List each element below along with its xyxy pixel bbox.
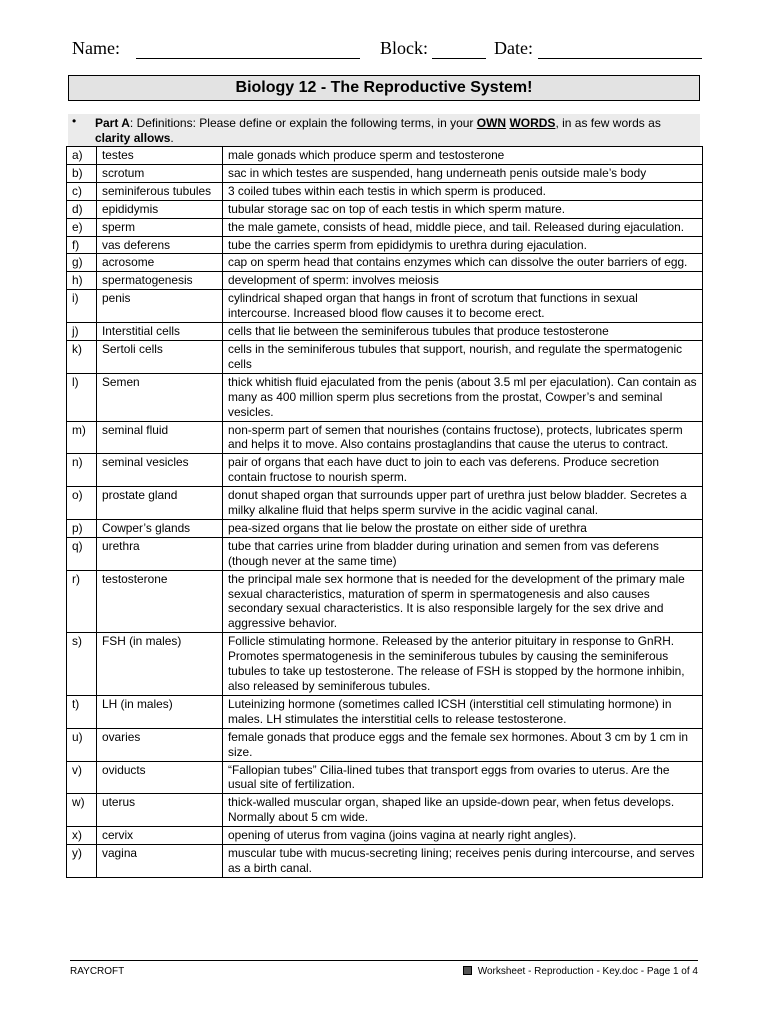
definition-row [67, 633, 703, 696]
row-letter: h) [67, 272, 97, 290]
definition-cell: male gonads which produce sperm and testosterone [223, 147, 703, 165]
definition-cell: cylindrical shaped organ that hangs in front of scrotum that functions in sexual intercourse. Increased blood flow causes it to become erect. [223, 290, 703, 323]
term-cell: spermatogenesis [97, 272, 223, 290]
definition-row [67, 519, 703, 537]
name-blank-line [136, 58, 360, 59]
definition-row [67, 761, 703, 794]
definition-row [67, 827, 703, 845]
term-cell: testes [97, 147, 223, 165]
definition-row [67, 290, 703, 323]
term-cell: Sertoli cells [97, 340, 223, 373]
term-cell: seminal fluid [97, 421, 223, 454]
definition-cell: the principal male sex hormone that is needed for the development of the primary male sexual characteristics, maturation of sperm in spermatogenesis and also causes secondary sexual characteristics. It is also responsible largely for the sex drive and aggressive behavior. [223, 570, 703, 633]
definition-cell: pea-sized organs that lie below the prostate on either side of urethra [223, 519, 703, 537]
term-cell: oviducts [97, 761, 223, 794]
words-emphasis: WORDS [509, 116, 556, 130]
definition-row [67, 570, 703, 633]
instructions-period: . [170, 131, 174, 145]
row-letter: v) [67, 761, 97, 794]
row-letter: x) [67, 827, 97, 845]
definition-cell: pair of organs that each have duct to join to each vas deferens. Produce secretion contain fructose to nourish sperm. [223, 454, 703, 487]
definition-cell: Luteinizing hormone (sometimes called ICSH (interstitial cell stimulating hormone) in males. LH stimulates the interstitial cells to release testosterone. [223, 695, 703, 728]
definition-cell: Follicle stimulating hormone. Released by the anterior pituitary in response to GnRH. Promotes spermatogenesis in the seminiferous tubules by causing the seminiferous tubules to take up testosterone. The release of FSH is stopped by the hormone inhibin, also released by seminiferous tubules. [223, 633, 703, 696]
part-a-instructions [68, 114, 700, 146]
instructions-text [95, 116, 697, 146]
definition-cell: female gonads that produce eggs and the female sex hormones. About 3 cm by 1 cm in size. [223, 728, 703, 761]
definition-cell: sac in which testes are suspended, hang underneath penis outside male’s body [223, 164, 703, 182]
definition-cell: tubular storage sac on top of each testis in which sperm mature. [223, 200, 703, 218]
definition-row [67, 537, 703, 570]
definition-row [67, 218, 703, 236]
row-letter: b) [67, 164, 97, 182]
row-letter: k) [67, 340, 97, 373]
term-cell: prostate gland [97, 487, 223, 520]
definitions-table [66, 146, 703, 878]
row-letter: t) [67, 695, 97, 728]
page-footer [70, 960, 698, 981]
definition-row [67, 454, 703, 487]
clarity-emphasis: clarity allows [95, 131, 171, 145]
row-letter: j) [67, 323, 97, 341]
definition-row [67, 147, 703, 165]
instructions-text-1: : Definitions: Please define or explain the following terms, in your [129, 116, 477, 130]
term-cell: Cowper’s glands [97, 519, 223, 537]
term-cell: cervix [97, 827, 223, 845]
definition-cell: tube that carries urine from bladder during urination and semen from vas deferens (though never at the same time) [223, 537, 703, 570]
definition-row [67, 340, 703, 373]
term-cell: scrotum [97, 164, 223, 182]
name-label: Name: [72, 38, 120, 58]
definition-row [67, 236, 703, 254]
term-cell: seminiferous tubules [97, 182, 223, 200]
definition-row [67, 254, 703, 272]
footer-document-info [463, 966, 698, 977]
term-cell: Interstitial cells [97, 323, 223, 341]
term-cell: seminal vesicles [97, 454, 223, 487]
definition-row [67, 487, 703, 520]
term-cell: urethra [97, 537, 223, 570]
row-letter: l) [67, 373, 97, 421]
row-letter: f) [67, 236, 97, 254]
row-letter: d) [67, 200, 97, 218]
definition-cell: donut shaped organ that surrounds upper part of urethra just below bladder. Secretes a milky alkaline fluid that helps sperm survive in the acidic vaginal canal. [223, 487, 703, 520]
block-blank-line [432, 58, 486, 59]
definition-cell: non-sperm part of semen that nourishes (contains fructose), protects, lubricates sperm and helps it to move. Also contains prostaglandins that cause the uterus to contract. [223, 421, 703, 454]
row-letter: n) [67, 454, 97, 487]
instructions-text-2: , in as few words as [555, 116, 661, 130]
definition-row [67, 728, 703, 761]
date-label: Date: [494, 38, 533, 58]
document-icon [463, 966, 472, 975]
row-letter: w) [67, 794, 97, 827]
definition-row [67, 373, 703, 421]
definition-cell: thick whitish fluid ejaculated from the penis (about 3.5 ml per ejaculation). Can contain as many as 400 million sperm plus secretions from the prostat, Cowper’s and seminal vesicles. [223, 373, 703, 421]
definition-row [67, 421, 703, 454]
page-title: Biology 12 - The Reproductive System! [68, 75, 700, 101]
row-letter: q) [67, 537, 97, 570]
row-letter: y) [67, 845, 97, 878]
definition-cell: “Fallopian tubes” Cilia-lined tubes that transport eggs from ovaries to uterus. Are the usual site of fertilization. [223, 761, 703, 794]
term-cell: uterus [97, 794, 223, 827]
date-blank-line [538, 58, 702, 59]
definition-row [67, 695, 703, 728]
term-cell: FSH (in males) [97, 633, 223, 696]
definition-row [67, 182, 703, 200]
definition-cell: tube the carries sperm from epididymis to urethra during ejaculation. [223, 236, 703, 254]
definition-row [67, 164, 703, 182]
term-cell: Semen [97, 373, 223, 421]
definitions-table-body [67, 147, 703, 878]
row-letter: s) [67, 633, 97, 696]
footer-filename: Worksheet - Reproduction - Key.doc - Page 1 of 4 [477, 966, 698, 977]
definition-row [67, 794, 703, 827]
student-info-header [70, 38, 704, 62]
row-letter: o) [67, 487, 97, 520]
definition-cell: cells that lie between the seminiferous tubules that produce testosterone [223, 323, 703, 341]
row-letter: i) [67, 290, 97, 323]
definition-cell: 3 coiled tubes within each testis in which sperm is produced. [223, 182, 703, 200]
definition-cell: muscular tube with mucus-secreting lining; receives penis during intercourse, and serves as a birth canal. [223, 845, 703, 878]
row-letter: g) [67, 254, 97, 272]
definition-row [67, 845, 703, 878]
term-cell: acrosome [97, 254, 223, 272]
definition-cell: cap on sperm head that contains enzymes which can dissolve the outer barriers of egg. [223, 254, 703, 272]
row-letter: m) [67, 421, 97, 454]
term-cell: epididymis [97, 200, 223, 218]
term-cell: penis [97, 290, 223, 323]
own-emphasis: OWN [476, 116, 507, 130]
block-label: Block: [380, 38, 428, 58]
row-letter: u) [67, 728, 97, 761]
footer-author: RAYCROFT [70, 966, 125, 977]
row-letter: p) [67, 519, 97, 537]
term-cell: ovaries [97, 728, 223, 761]
definition-cell: cells in the seminiferous tubules that support, nourish, and regulate the spermatogenic cells [223, 340, 703, 373]
term-cell: sperm [97, 218, 223, 236]
term-cell: vas deferens [97, 236, 223, 254]
definition-cell: development of sperm: involves meiosis [223, 272, 703, 290]
definition-cell: the male gamete, consists of head, middle piece, and tail. Released during ejaculation. [223, 218, 703, 236]
row-letter: c) [67, 182, 97, 200]
row-letter: r) [67, 570, 97, 633]
definition-cell: thick-walled muscular organ, shaped like an upside-down pear, when fetus develops. Normally about 5 cm wide. [223, 794, 703, 827]
definition-cell: opening of uterus from vagina (joins vagina at nearly right angles). [223, 827, 703, 845]
part-label: Part A [95, 116, 130, 130]
term-cell: testosterone [97, 570, 223, 633]
row-letter: e) [67, 218, 97, 236]
term-cell: LH (in males) [97, 695, 223, 728]
definition-row [67, 323, 703, 341]
definition-row [67, 272, 703, 290]
definition-row [67, 200, 703, 218]
bullet-icon: • [72, 114, 77, 128]
row-letter: a) [67, 147, 97, 165]
term-cell: vagina [97, 845, 223, 878]
